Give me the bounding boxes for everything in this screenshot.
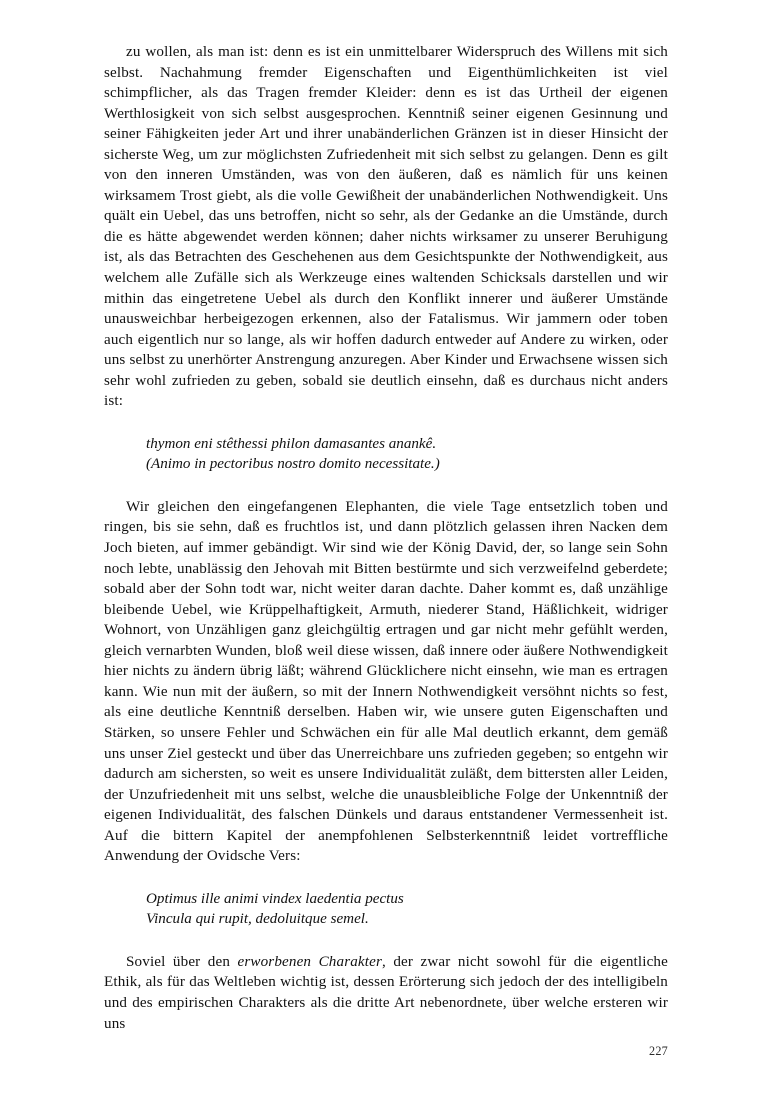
emphasis-erworbener-charakter: erworbenen Charakter [237,953,382,970]
paragraph-second: Wir gleichen den eingefangenen Elephanten, die viele Tage entsetzlich toben und ringen, bis sie sehn, daß es fruchtlos ist, und dann plötzlich gelassen ihren Nacken dem Joch bieten, auf immer gebändigt. Wir sind wie der König David, der, so lange sein Sohn noch lebte, unablässig den Jehovah mit Bitten bestürmte und sich verzweifelnd geberdete; sobald aber der Sohn todt war, nicht weiter daran dachte. Daher kommt es, daß unzählige bleibende Uebel, wie Krüppelhaftigkeit, Armuth, niederer Stand, Häßlichkeit, widriger Wohnort, von Unzähligen ganz gleichgültig ertragen und gar nicht mehr gefühlt werden, gleich vernarbten Wunden, bloß weil diese wissen, daß innere oder äußere Nothwendigkeit hier nichts zu ändern übrig läßt; während Glücklichere nicht einsehn, wie man es ertragen kann. Wie nun mit der äußern, so mit der Innern Nothwendigkeit versöhnt nichts so fest, als eine deutliche Kenntniß derselben. Haben wir, wie unsere guten Eigenschaften und Stärken, so unsere Fehler und Schwächen ein für alle Mal deutlich erkannt, dem gemäß uns unser Ziel gesteckt und über das Unerreichbare uns zufrieden gegeben; so entgehn wir dadurch am sichersten, so weit es unsere Individualität zuläßt, dem bittersten aller Leiden, der Unzufriedenheit mit uns selbst, welche die unausbleibliche Folge der Unkenntniß der eigenen Individualität, des falschen Dünkels und daraus entstandener Vermessenheit ist. Auf die bittern Kapitel der anempfohlenen Selbsterkenntniß leidet vortreffliche Anwendung der Ovidsche Vers: [104,498,668,865]
quote-line-latin-gloss: (Animo in pectoribus nostro domito necessitate.) [146,456,440,473]
page-number-folio: 227 [648,1044,668,1058]
quote-line-greek-transliteration: thymon eni stêthessi philon damasantes anankê. [146,435,437,452]
quote2-spacer-bottom [104,930,668,952]
paragraph-third-tail: , der zwar nicht sowohl für die eigentliche Ethik, als für das Weltleben wichtig ist, dessen Erörterung sich jedoch der des intelligibeln und des empirischen Charakters als die dritte Art nebenordnete, über welche ersteren wir uns [104,953,668,1032]
quote-block-greek [104,434,668,475]
paragraph-first: zu wollen, als man ist: denn es ist ein unmittelbarer Widerspruch des Willens mit sich selbst. Nachahmung fremder Eigenschaften und Eigenthümlichkeiten ist viel schimpflicher, als das Tragen fremder Kleider: denn es ist das Urtheil der eigenen Werthlosigkeit von sich selbst ausgesprochen. Kenntniß seiner eigenen Gesinnung und seiner Fähigkeiten jeder Art und ihrer unabänderlichen Gränzen ist in dieser Hinsicht der sicherste Weg, um zur möglichsten Zufriedenheit mit sich selbst zu gelangen. Denn es gilt von den inneren Umständen, was von den äußeren, daß es nämlich für uns keinen wirksamem Trost giebt, als die volle Gewißheit der unabänderlichen Nothwendigkeit. Uns quält ein Uebel, das uns betroffen, nicht so sehr, als der Gedanke an die Umstände, durch die es hätte abgewendet werden können; daher nichts wirksamer zu unserer Beruhigung ist, als das Betrachten des Geschehenen aus dem Gesichtspunkte der Nothwendigkeit, aus welchem alle Zufälle sich als Werkzeuge eines waltenden Schicksals darstellen und wir mithin das eingetretene Uebel als durch den Konflikt innerer und äußerer Umstände unausweichbar herbeigezogen erkennen, also der Fatalismus. Wir jammern oder toben auch eigentlich nur so lange, als wir hoffen dadurch entweder auf Andere zu wirken, oder uns selbst zu unerhörter Anstrengung anzuregen. Aber Kinder und Erwachsene wissen sich sehr wohl zufrieden zu geben, sobald sie deutlich einsehn, daß es durchaus nicht anders ist: [104,44,668,410]
quote-line-ovid-1: Optimus ille animi vindex laedentia pectus [146,890,404,907]
paragraph-third [104,952,668,1034]
quote-line-ovid-2: Vincula qui rupit, dedoluitque semel. [146,911,369,928]
page-text-block [104,42,668,1034]
quote-block-ovid [104,889,668,930]
quote-spacer-bottom [104,475,668,497]
paragraph-third-lead: Soviel über den [126,953,238,970]
quote2-spacer-top [104,867,668,889]
quote-spacer-top [104,412,668,434]
